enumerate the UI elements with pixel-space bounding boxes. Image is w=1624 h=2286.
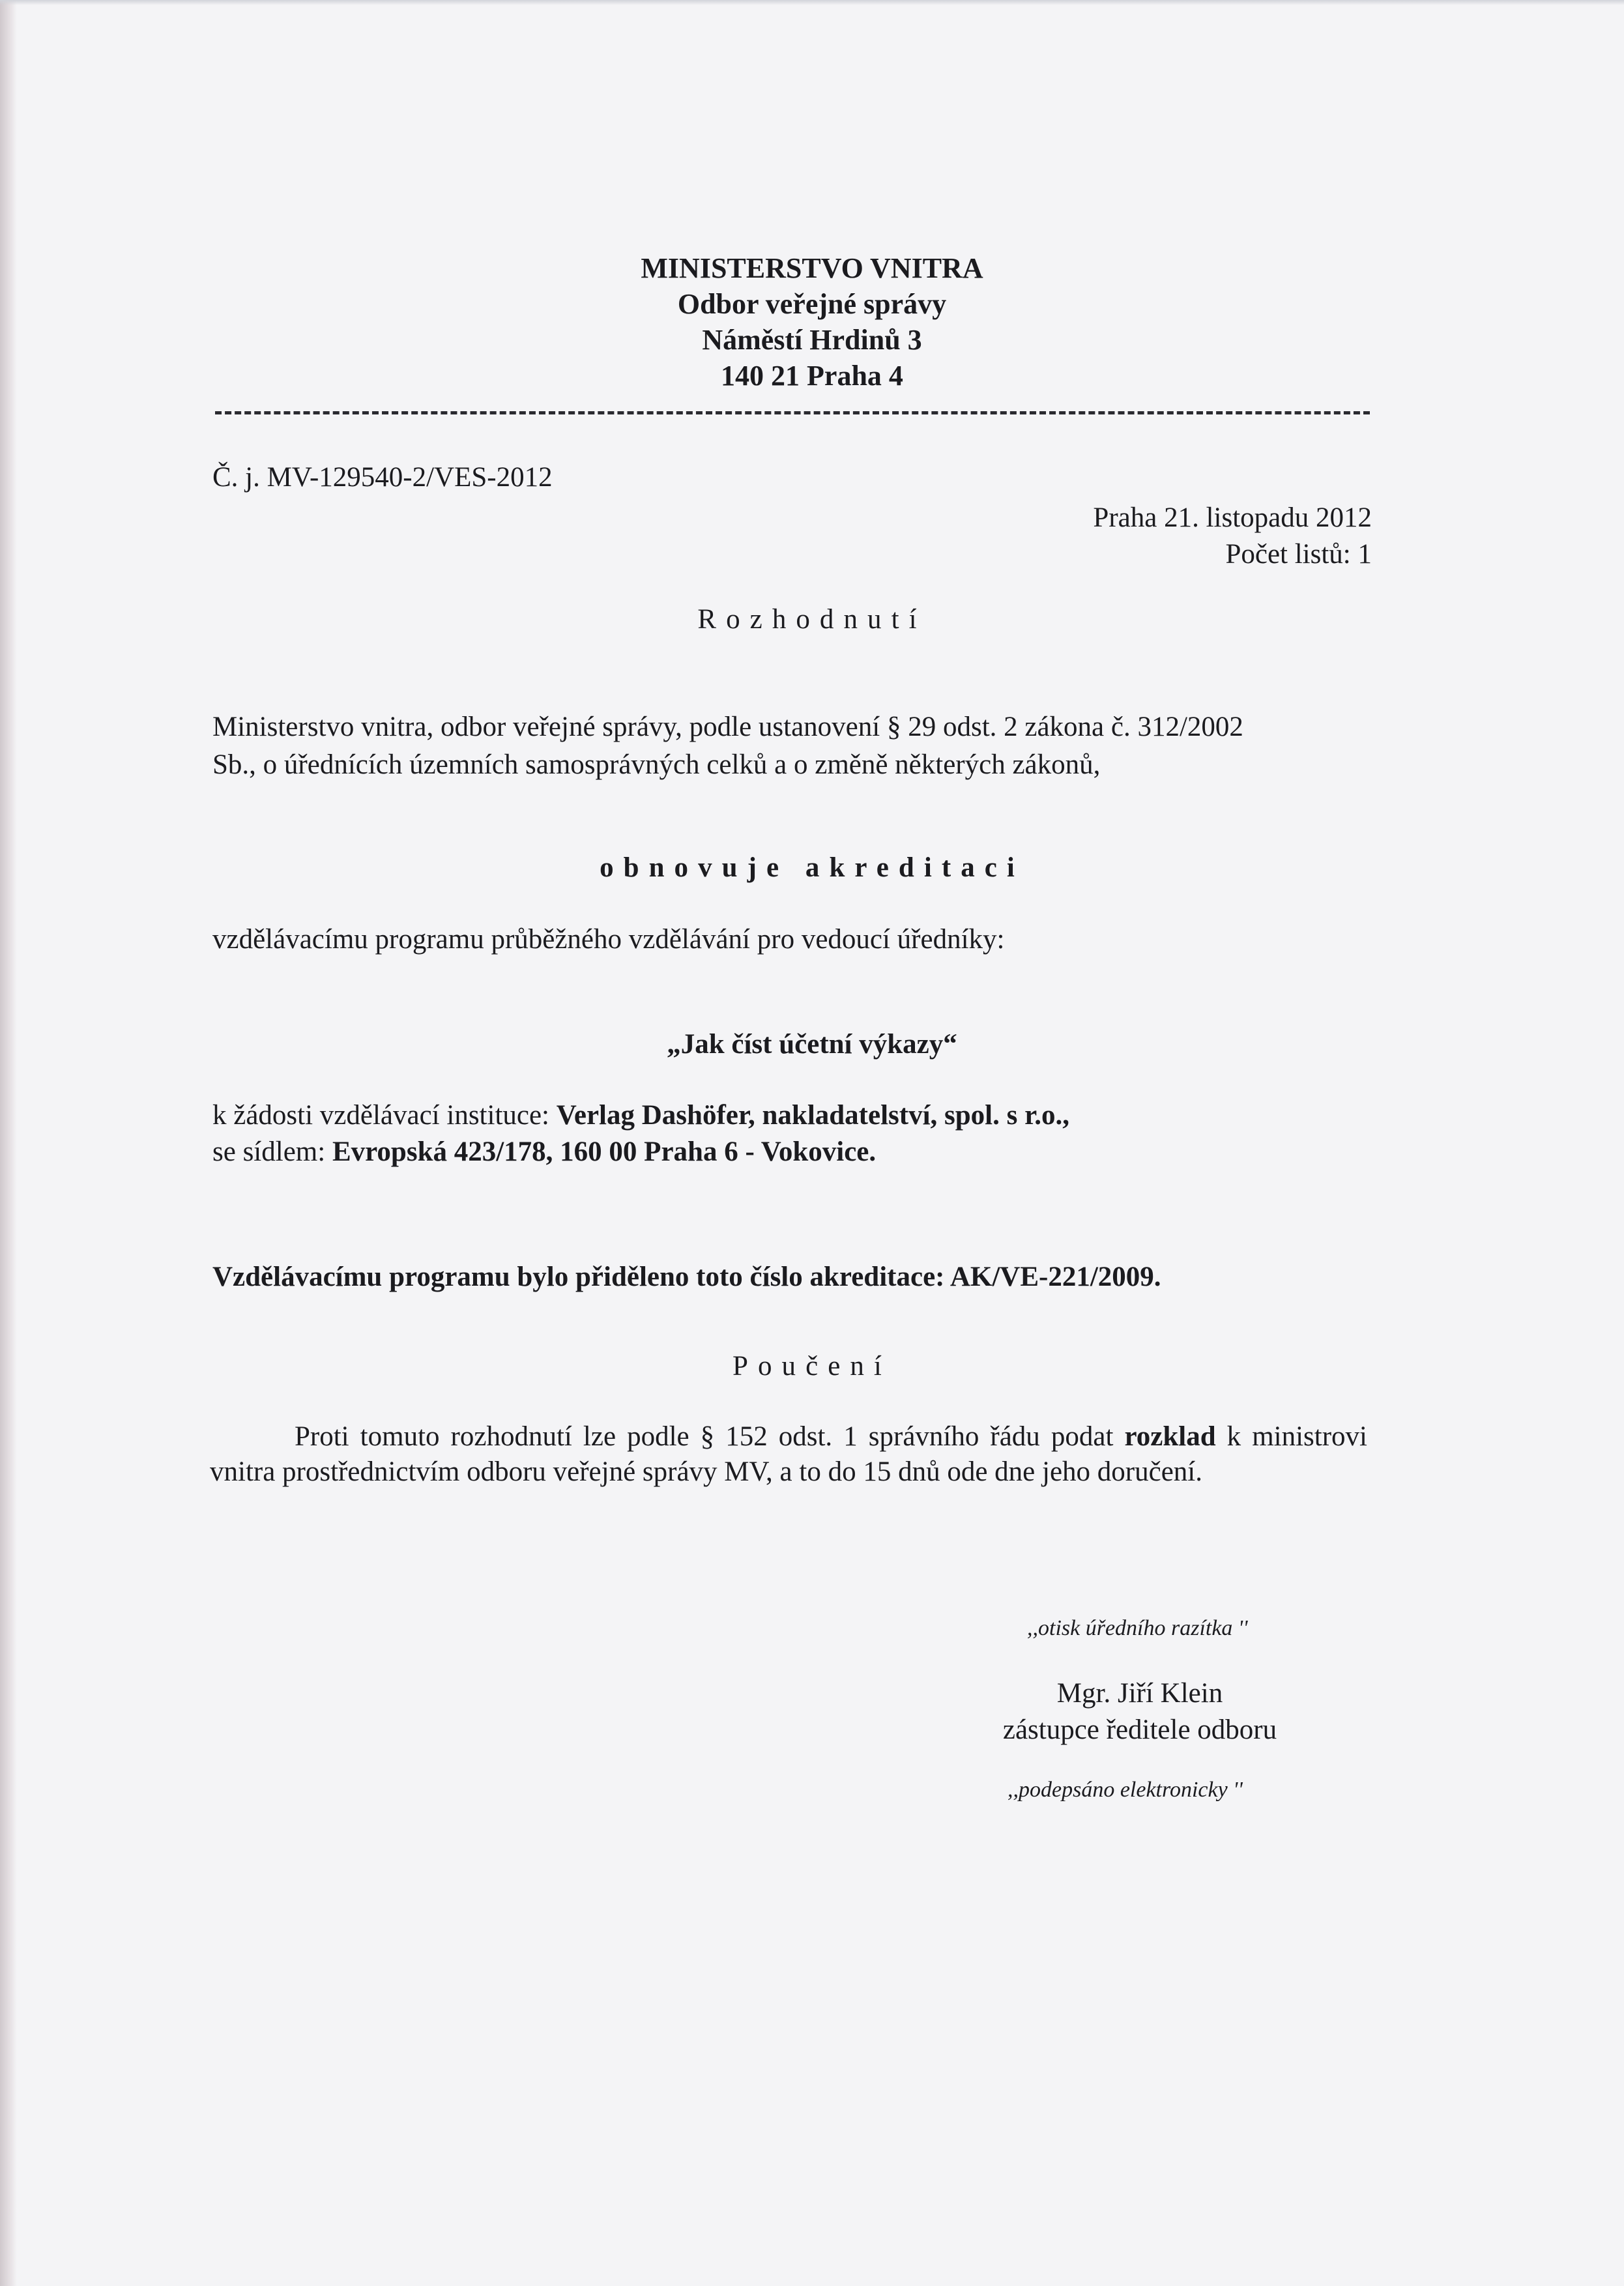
signed-note: ,,podepsáno elektronicky '' <box>1008 1778 1243 1802</box>
decision-action: obnovuje akreditaci <box>600 852 1024 883</box>
institution-seat: Evropská 423/178, 160 00 Praha 6 - Vokovice. <box>332 1136 877 1167</box>
signatory-name: Mgr. Jiří Klein <box>1056 1678 1223 1709</box>
decision-title: Rozhodnutí <box>697 604 927 635</box>
institution-line <box>212 1098 1069 1133</box>
signatory-title: zástupce ředitele odboru <box>1002 1714 1277 1745</box>
program-intro: vzdělávacímu programu průběžného vzdělávání pro vedoucí úředníky: <box>212 924 1005 955</box>
institution-prefix: k žádosti vzdělávací instituce: <box>212 1100 557 1131</box>
ministry-name: MINISTERSTVO VNITRA <box>641 252 983 284</box>
instruction-after: k ministrovi vnitra prostřednictvím odboru veřejné správy MV, a to do 15 dnů ode dne jeho doručení. <box>210 1421 1367 1487</box>
sheet-count: Počet listů: 1 <box>1225 539 1372 570</box>
reference-number: Č. j. MV-129540-2/VES-2012 <box>212 462 553 493</box>
street-address: Náměstí Hrdinů 3 <box>702 324 922 356</box>
scan-edge-top <box>0 0 1624 5</box>
header-divider <box>215 411 1370 414</box>
institution-seat-line <box>212 1135 876 1170</box>
institution-name: Verlag Dashöfer, nakladatelství, spol. s r.o., <box>556 1100 1069 1131</box>
instruction-bold: rozklad <box>1124 1421 1216 1452</box>
city-address: 140 21 Praha 4 <box>721 360 903 392</box>
department-name: Odbor veřejné správy <box>677 288 947 320</box>
place-date: Praha 21. listopadu 2012 <box>1093 502 1372 533</box>
accreditation-number: Vzdělávacímu programu bylo přiděleno toto číslo akreditace: AK/VE-221/2009. <box>212 1262 1161 1292</box>
seat-prefix: se sídlem: <box>212 1136 332 1167</box>
instruction-before: Proti tomuto rozhodnutí lze podle § 152 odst. 1 správního řádu podat <box>295 1421 1125 1452</box>
program-name: „Jak číst účetní výkazy“ <box>667 1029 957 1060</box>
stamp-note: ,,otisk úředního razítka '' <box>1027 1616 1248 1640</box>
intro-line-1: Ministerstvo vnitra, odbor veřejné správy, podle ustanovení § 29 odst. 2 zákona č. 312/2002 <box>212 712 1243 742</box>
instruction-title: Poučení <box>732 1351 892 1382</box>
instruction-text <box>210 1419 1367 1490</box>
intro-line-2: Sb., o úřednících územních samosprávných celků a o změně některých zákonů, <box>212 749 1101 780</box>
